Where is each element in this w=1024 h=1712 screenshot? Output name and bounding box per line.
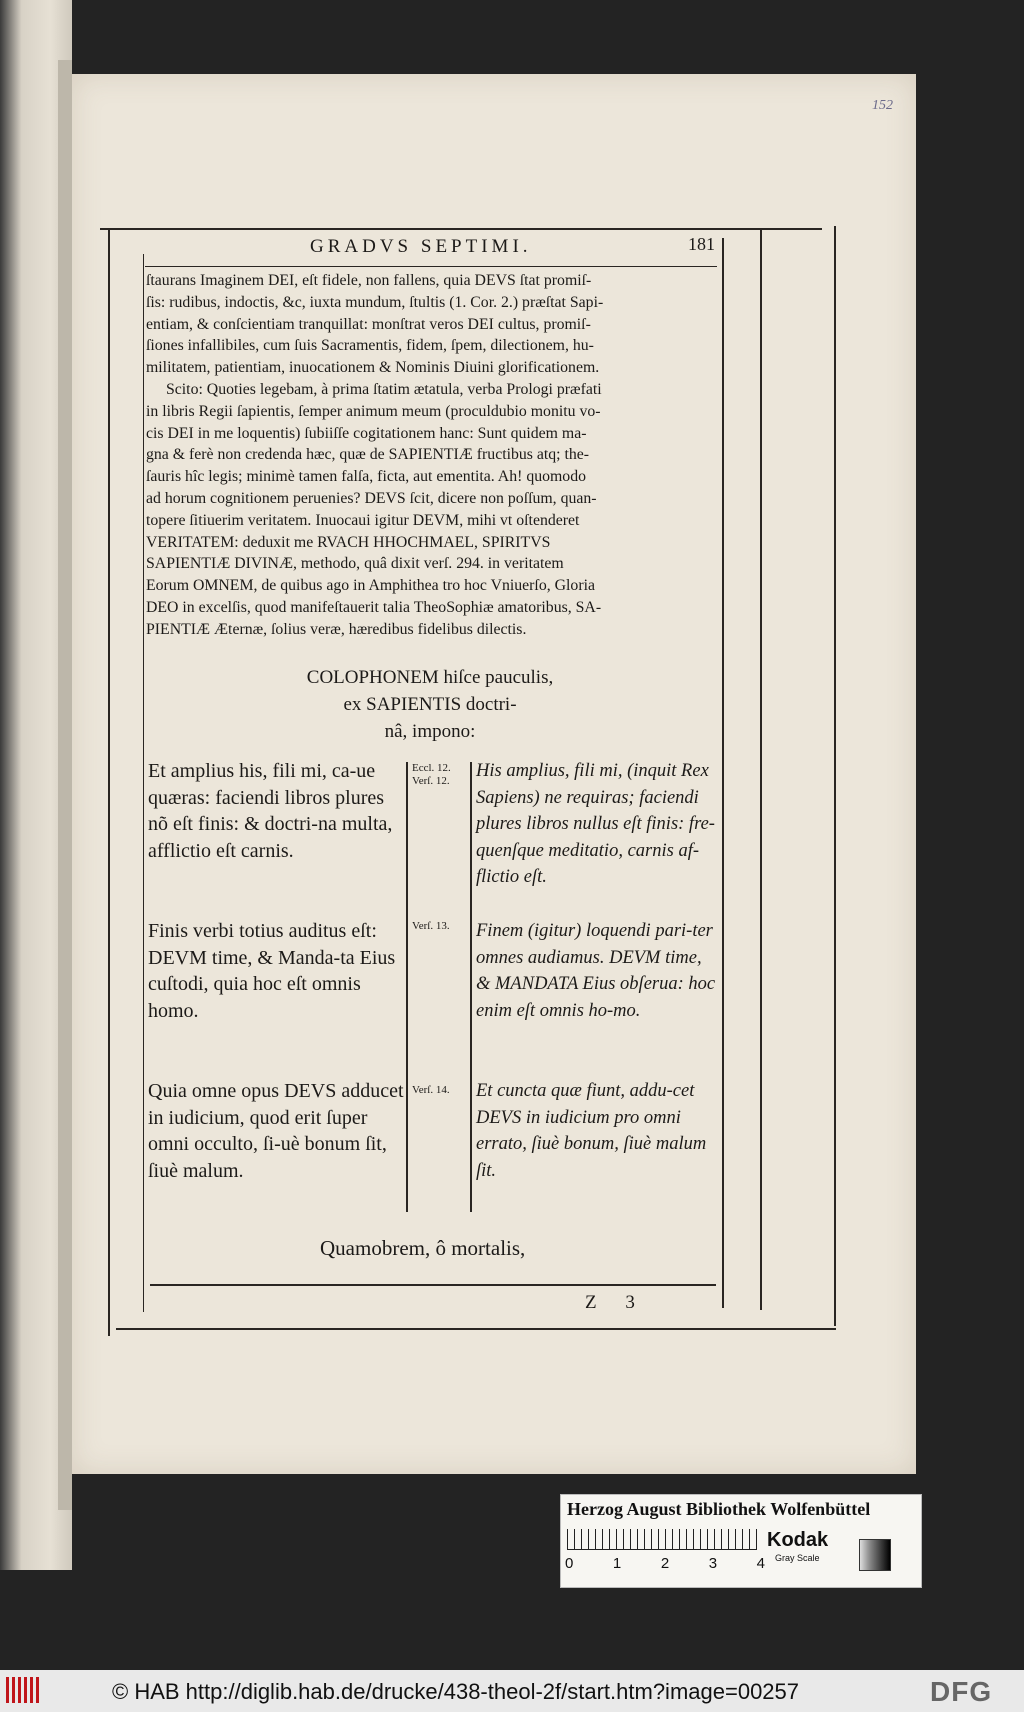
frame-rule-outer-right <box>834 226 836 1326</box>
ruler-label: 0 <box>565 1555 574 1572</box>
body-line: ſauris hîc legis; minimè tamen falſa, ficta, aut ementita. Ah! quomodo <box>146 468 586 486</box>
frame-rule-left <box>108 230 110 1336</box>
ruler-scale <box>567 1529 757 1550</box>
gray-scale-label: Gray Scale <box>775 1553 820 1563</box>
verse-reference: Eccl. 12. Verſ. 12. <box>412 762 451 787</box>
running-head: GRADVS SEPTIMI. <box>310 236 532 257</box>
frame-rule-right <box>760 230 762 1310</box>
frame-rule-bottom <box>116 1328 836 1330</box>
body-line: ſis: rudibus, indoctis, &c, iuxta mundum, ſtultis (1. Cor. 2.) præſtat Sapi- <box>146 293 604 311</box>
body-line: ſiones infallibiles, cum ſuis Sacramentis, fidem, ſpem, dilectionem, hu- <box>146 337 594 355</box>
body-line: gna & ferè non credenda hæc, quæ de SAPIENTIÆ fructibus atq; the- <box>146 446 590 464</box>
body-line: VERITATEM: deduxit me RVACH HHOCHMAEL, SPIRITVS <box>146 533 551 551</box>
body-line: ſtaurans Imaginem DEI, eſt fidele, non fallens, quia DEVS ſtat promiſ- <box>146 272 592 289</box>
body-line: SAPIENTIÆ DIVINÆ, methodo, quâ dixit verſ. 294. in veritatem <box>146 555 564 573</box>
column-divider <box>406 762 408 1212</box>
body-line: ad horum cognitionem peruenies? DEVS ſcit, dicere non poſſum, quan- <box>146 489 597 507</box>
barcode-icon <box>6 1677 42 1703</box>
source-credit-link[interactable]: © HAB http://diglib.hab.de/drucke/438-theol-2f/start.htm?image=00257 <box>112 1679 800 1704</box>
colophon <box>230 664 630 745</box>
ruler-labels <box>565 1555 765 1572</box>
body-line: topere ſitiuerim veritatem. Inuocaui igitur DEVM, mihi vt oſtenderet <box>146 511 580 529</box>
ruler-label: 4 <box>756 1555 765 1572</box>
body-line: entiam, & conſcientiam tranquillat: monſtrat veros DEI cultus, promiſ- <box>146 315 591 333</box>
dfg-logo: DFG <box>930 1676 993 1707</box>
colophon-line: nâ, impono: <box>384 721 476 742</box>
page-shadow <box>58 60 72 1510</box>
page-number: 181 <box>688 234 715 254</box>
ruler-label: 2 <box>660 1555 670 1572</box>
inner-rule-right <box>722 238 724 1308</box>
gray-scale-patch <box>859 1539 891 1571</box>
closing-line: Quamobrem, ô mortalis, <box>320 1236 526 1260</box>
frame-rule-top <box>100 228 822 230</box>
colophon-line: COLOPHONEM hiſce pauculis, <box>306 667 554 688</box>
body-line: Eorum OMNEM, de quibus ago in Amphithea tro hoc Vniuerſo, Gloria <box>146 577 595 595</box>
body-line: cis DEI in me loquentis) ſubiiſſe cogitationem hanc: Sunt quidem ma- <box>146 424 587 442</box>
ruler-label: 3 <box>708 1555 718 1572</box>
inner-rule-left <box>143 254 144 1312</box>
ruler-label: 1 <box>612 1555 622 1572</box>
footer-bar <box>0 1670 1024 1712</box>
footer-rule <box>150 1284 716 1286</box>
body-line: DEO in excelſis, quod manifeſtauerit talia TheoSophiæ amatoribus, SA- <box>146 598 602 616</box>
verse-reference: Verſ. 14. <box>412 1084 450 1096</box>
kodak-logo: Kodak <box>767 1529 829 1551</box>
column-divider <box>470 762 472 1212</box>
body-line: PIENTIÆ Æternæ, ſolius veræ, hæredibus fidelibus dilectis. <box>146 620 527 638</box>
verse-paraphrase: His amplius, fili mi, (inquit Rex Sapiens) ne requiras; faciendi plures libros nullus eſt finis: fre-quenſque meditatio, carnis af-flictio eſt. <box>476 761 715 887</box>
verse-vulgate: Et amplius his, fili mi, ca-ue quæras: faciendi libros plures nõ eſt finis: & doctri-na multa, afflictio eſt carnis. <box>148 760 393 862</box>
signature-mark: Z 3 <box>585 1292 647 1313</box>
verse-vulgate: Finis verbi totius auditus eſt: DEVM time, & Manda-ta Eius cuſtodi, quia hoc eſt omnis homo. <box>148 920 396 1022</box>
verse-paraphrase: Et cuncta quæ fiunt, addu-cet DEVS in iudicium pro omni errato, ſiuè bonum, ſiuè malum ſit. <box>476 1081 707 1181</box>
verse-reference: Verſ. 13. <box>412 920 450 932</box>
library-name: Herzog August Bibliothek Wolfenbüttel <box>567 1499 871 1519</box>
header-rule <box>145 266 717 267</box>
verse-paraphrase: Finem (igitur) loquendi pari-ter omnes audiamus. DEVM time, & MANDATA Eius obſerua: hoc enim eſt omnis ho-mo. <box>476 921 716 1021</box>
body-line: militatem, patientiam, inuocationem & Nominis Diuini glorificationem. <box>146 359 600 377</box>
body-line: Scito: Quoties legebam, à prima ſtatim ætatula, verba Prologi præfati <box>166 380 602 398</box>
body-line: in libris Regii ſapientis, ſemper animum meum (proculdubio monitu vo- <box>146 402 601 420</box>
colophon-line: ex SAPIENTIS doctri- <box>343 694 517 715</box>
body-text <box>146 270 714 641</box>
verse-vulgate: Quia omne opus DEVS adducet in iudicium, quod erit ſuper omni occulto, ſi-uè bonum ſit, ſiuè malum. <box>148 1080 404 1182</box>
color-calibration-card <box>560 1494 922 1588</box>
handwritten-folio: 152 <box>872 98 893 113</box>
